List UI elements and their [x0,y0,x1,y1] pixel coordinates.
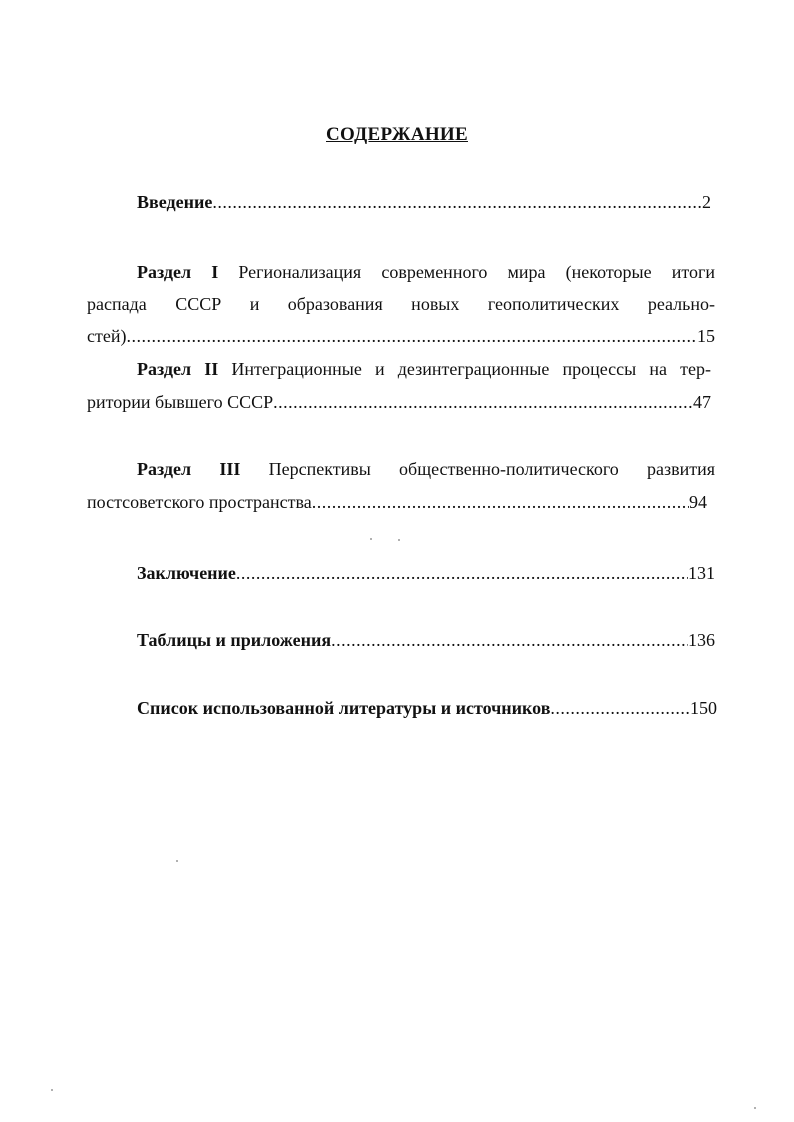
dot-leader [212,190,702,214]
toc-entry-bibliography [137,696,717,720]
toc-entry-intro [137,190,711,214]
section1-text-line1: Регионализация современного мира (некоторые итоги [238,262,715,282]
section3-text-line2: постсоветского пространства [87,492,312,512]
toc-entry-tables [137,628,715,652]
scan-speck [398,539,400,541]
toc-entry-conclusion [137,561,715,585]
section2-page: 47 [693,392,711,412]
section3-label: Раздел III [137,459,241,479]
toc-entry-section1-line1 [137,260,715,284]
section2-label: Раздел II [137,359,219,379]
section1-label: Раздел I [137,262,219,282]
bibliography-page: 150 [690,698,717,718]
intro-page: 2 [702,192,711,212]
dot-leader [550,696,690,720]
bibliography-label: Список использованной литературы и источников [137,698,551,718]
tables-page: 136 [688,630,715,650]
toc-entry-section3-line1 [137,457,715,481]
tables-label: Таблицы и приложения [137,630,332,650]
scan-speck [754,1107,756,1109]
dot-leader [331,628,688,652]
section3-text-line1: Перспективы общественно-политического развития [268,459,716,479]
toc-entry-section3-line2 [87,490,707,514]
conclusion-page: 131 [688,563,715,583]
toc-entry-section1-line3 [87,324,715,348]
intro-label: Введение [137,192,213,212]
section1-text-line2: распада СССР и образования новых геополитических реально- [87,294,715,314]
section2-text-line2: ритории бывшего СССР [87,392,274,412]
toc-entry-section2-line1 [137,357,711,381]
scan-speck [370,538,372,540]
conclusion-label: Заключение [137,563,236,583]
dot-leader [236,561,688,585]
dot-leader [273,390,693,414]
toc-entry-section2-line2 [87,390,711,414]
section2-text-line1: Интеграционные и дезинтеграционные процессы на тер- [231,359,711,379]
section1-text-line3: стей) [87,326,127,346]
dot-leader [126,324,697,348]
scan-speck [176,860,178,862]
scan-speck [51,1089,53,1091]
section1-page: 15 [697,326,715,346]
dot-leader [312,490,689,514]
toc-title: СОДЕРЖАНИЕ [326,124,468,145]
section3-page: 94 [689,492,707,512]
toc-entry-section1-line2 [87,292,715,316]
